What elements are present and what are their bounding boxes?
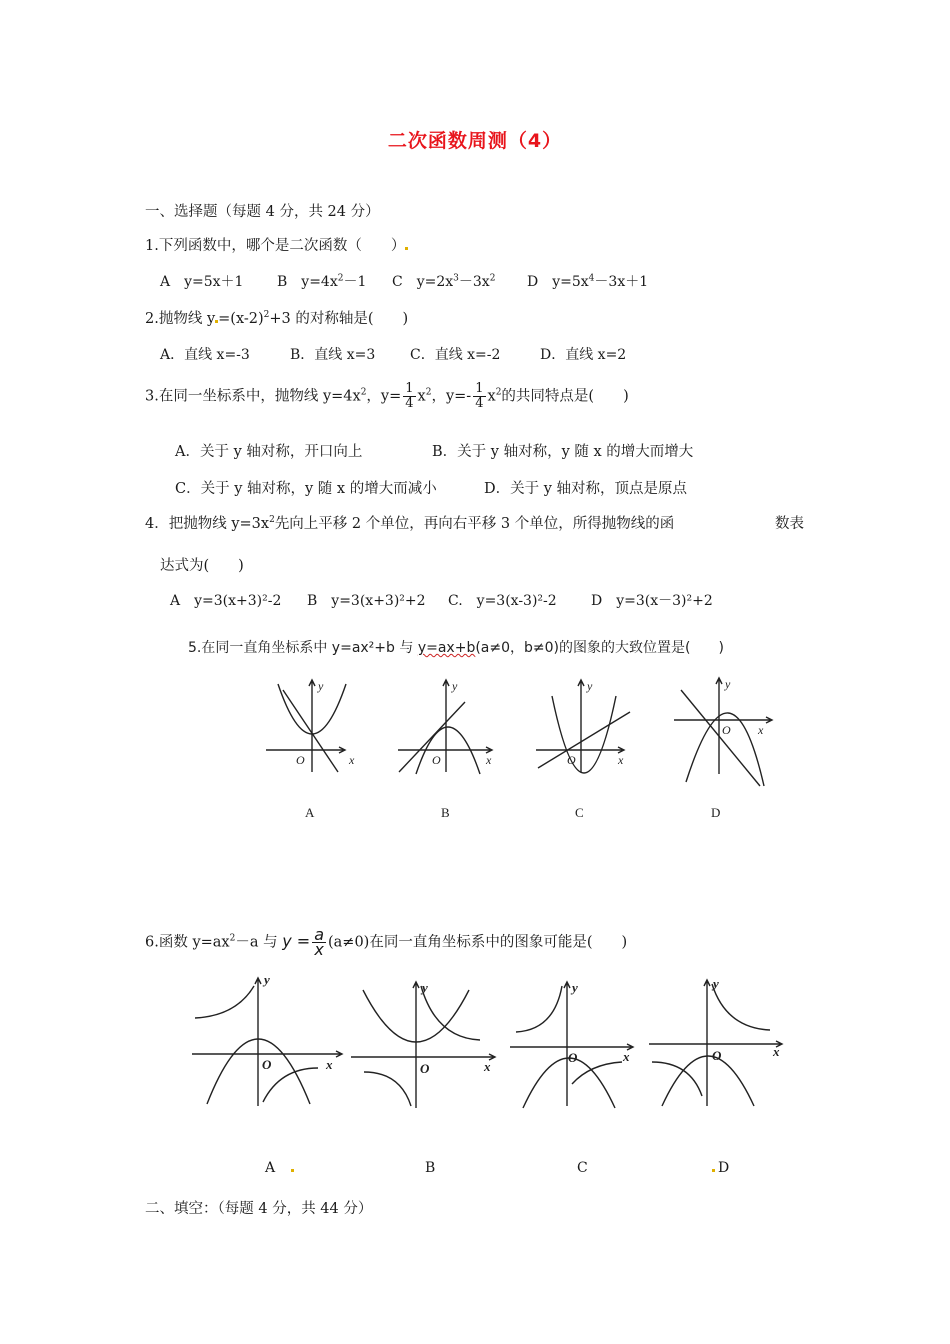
y-axis xyxy=(704,980,710,1106)
q4-stem-line2: 达式为( ) xyxy=(160,558,244,574)
q1-option-a: A y=5x＋1 xyxy=(160,274,244,290)
q3-stem: 3.在同一坐标系中，抛物线 $y=4x^2$，y= $\frac{1}{4}$ $x^2$，y=- $\frac{1}{4}$ $x^2$的共同特点是( ) xyxy=(145,381,629,411)
q5-label-b: B xyxy=(441,805,450,820)
y-axis-label: y xyxy=(587,679,593,693)
q1-option-d: D $y=5x^4-3x+1$ xyxy=(527,273,649,290)
hyperbola-branch xyxy=(516,986,562,1032)
marker-dot xyxy=(291,1169,294,1172)
q1-option-b: B $y=4x^2-1$ xyxy=(277,273,367,290)
fraction-one-quarter: $\frac{1}{4}$ xyxy=(405,381,414,411)
q2-option-a: A．直线 x=-3 xyxy=(160,347,250,363)
x-axis-label: x xyxy=(484,1059,491,1074)
q6-label-a: A xyxy=(265,1160,294,1176)
q4-option-b: B y=3(x+3)²+2 xyxy=(307,593,426,609)
q3-option-b: B．关于 y 轴对称，y 随 x 的增大而增大 xyxy=(432,444,694,460)
hyperbola-branch xyxy=(712,984,770,1030)
y-axis xyxy=(443,680,449,772)
y-axis xyxy=(255,978,261,1106)
x-axis-label: x xyxy=(758,723,764,737)
origin-label: O xyxy=(432,753,441,767)
y-axis xyxy=(413,982,419,1108)
x-axis-label: x xyxy=(326,1057,333,1072)
q5-graph-a xyxy=(266,680,346,772)
marker-dot xyxy=(405,247,408,250)
y-axis xyxy=(578,680,584,772)
q5-graphs xyxy=(0,660,950,830)
q5-graph-c xyxy=(536,680,630,773)
x-axis-label: x xyxy=(773,1044,780,1059)
origin-label: O xyxy=(568,1050,578,1065)
origin-label: O xyxy=(722,723,731,737)
q4-stem-tail: 数表 xyxy=(775,516,804,532)
q5-graph-b xyxy=(398,680,492,774)
q6-graph-a xyxy=(192,978,342,1106)
section-2-heading: 二、填空：（每题 4 分，共 44 分） xyxy=(145,1201,373,1217)
x-axis xyxy=(649,1041,782,1047)
q5-label-d: D xyxy=(711,805,721,820)
y-axis-label: y xyxy=(572,980,578,995)
marker-dot xyxy=(712,1169,715,1172)
y-axis-label: y xyxy=(422,980,428,995)
y-axis xyxy=(564,982,570,1106)
q6-graphs xyxy=(0,968,950,1113)
x-axis xyxy=(398,747,492,753)
hyperbola-branch xyxy=(421,986,480,1040)
q2-option-c: C．直线 x=-2 xyxy=(410,347,501,363)
fraction-a-over-x: $\frac{a}{x}$ xyxy=(314,925,324,959)
parabola xyxy=(662,1056,754,1106)
q4-option-d: D y=3(x－3)²+2 xyxy=(591,593,713,609)
q6-graph-b xyxy=(351,982,495,1108)
y-axis-label: y xyxy=(725,677,731,691)
page-title: 二次函数周测（4） xyxy=(387,130,563,152)
q4-option-c: C. y=3(x-3)²-2 xyxy=(448,593,557,609)
y-axis-label: y xyxy=(318,679,324,693)
q5-stem: 5.在同一直角坐标系中 y=ax²+b 与 y=ax+b(a≠0，b≠0)的图象的大致位置是( ) xyxy=(188,640,724,656)
q1-stem xyxy=(145,234,408,255)
x-axis-label: x xyxy=(349,753,355,767)
origin-label: O xyxy=(296,753,305,767)
x-axis-label: x xyxy=(486,753,492,767)
origin-label: O xyxy=(567,753,576,767)
q3-option-a: A．关于 y 轴对称，开口向上 xyxy=(175,444,363,460)
q6-graph-d xyxy=(649,980,782,1106)
q6-y-equals: y = xyxy=(282,931,311,951)
q3-option-c: C．关于 y 轴对称，y 随 x 的增大而减小 xyxy=(175,481,437,497)
q5-wavy-text: y=ax+b xyxy=(417,640,476,656)
origin-label: O xyxy=(712,1048,722,1063)
hyperbola-branch xyxy=(195,986,254,1018)
hyperbola-branch xyxy=(263,1068,318,1102)
y-axis-label: y xyxy=(264,972,270,987)
y-axis-label: y xyxy=(713,976,719,991)
q2-option-d: D．直线 x=2 xyxy=(540,347,627,363)
q6-stem: 6.函数 $y=ax^2-a$ 与 y = $\frac{a}{x}$ (a≠0)在同一直角坐标系中的图象可能是( ) xyxy=(145,925,628,959)
section-1-heading: 一、选择题（每题 4 分，共 24 分） xyxy=(145,204,380,220)
x-axis xyxy=(351,1054,495,1060)
q6-label-b: B xyxy=(425,1160,436,1176)
parabola xyxy=(552,696,616,773)
q6-label-c: C xyxy=(577,1160,588,1176)
line xyxy=(538,712,630,768)
q6-label-d: D xyxy=(712,1160,729,1176)
x-axis xyxy=(266,747,345,753)
origin-label: O xyxy=(262,1057,272,1072)
line xyxy=(283,690,338,772)
q2-stem: 2.抛物线 $y =(x-2)^2+3$ 的对称轴是( ) xyxy=(145,310,409,327)
q6-graph-c xyxy=(510,982,633,1108)
q1-stem-text: 1.下列函数中，哪个是二次函数（ ） xyxy=(145,238,406,254)
fraction-one-quarter: $\frac{1}{4}$ xyxy=(475,381,484,411)
x-axis xyxy=(536,747,624,753)
q5-label-c: C xyxy=(575,805,584,820)
q1-option-c: C $y=2x^3-3x^2$ xyxy=(392,273,496,290)
q4-option-a: A y=3(x+3)²-2 xyxy=(170,593,282,609)
y-axis xyxy=(309,680,315,772)
hyperbola-branch xyxy=(364,1072,411,1106)
x-axis-label: x xyxy=(623,1049,630,1064)
origin-label: O xyxy=(420,1061,430,1076)
line xyxy=(681,690,760,786)
hyperbola-branch xyxy=(572,1062,622,1084)
q4-stem-line1: 4．把抛物线 $y=3x^2$先向上平移 2 个单位，再向右平移 3 个单位，所得抛物线的函 xyxy=(145,515,675,532)
q2-option-b: B．直线 x=3 xyxy=(290,347,376,363)
x-axis-label: x xyxy=(618,753,624,767)
y-axis-label: y xyxy=(452,679,458,693)
q3-option-d: D．关于 y 轴对称，顶点是原点 xyxy=(484,481,688,497)
q5-label-a: A xyxy=(305,805,315,820)
